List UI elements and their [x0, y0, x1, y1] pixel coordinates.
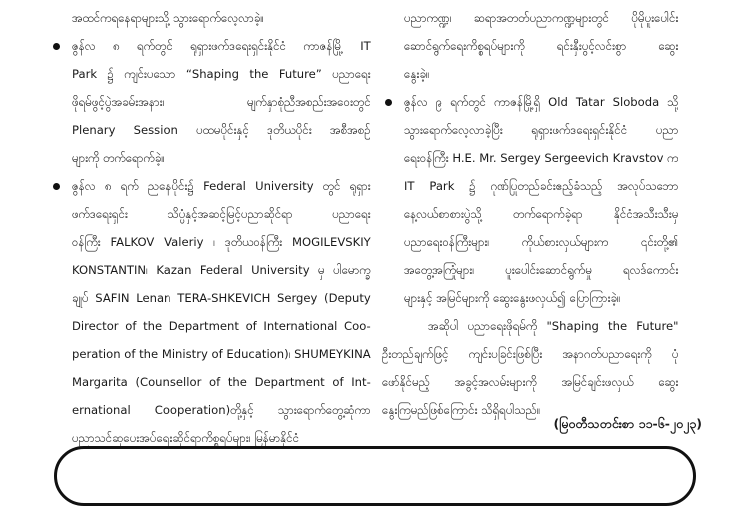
line-text: အထင်ကရနေရာများသို့ သွားရောက်လေ့လာခဲ့။ — [72, 11, 264, 25]
paragraph-line — [382, 4, 678, 32]
paragraph-line — [50, 312, 371, 340]
bullet-paragraph-start — [50, 32, 371, 60]
paragraph-line — [50, 88, 371, 116]
line-text: ဆောင်ရွက်ရေးကိစ္စရပ်များကို ရင်းနှီးပွင့်လင်းစွာ ဆွေး — [404, 39, 679, 53]
paragraph-line — [382, 228, 678, 256]
line-text: ဝန်ကြီး FALKOV Valeriy ၊ ဒုတိယဝန်ကြီး MOGILEVSKIY — [72, 235, 371, 249]
line-text: IT Park ၌ ဂုဏ်ပြုတည်ခင်းဧည့်ခံသည့် အလုပ်သဘော — [404, 179, 679, 193]
bullet-icon — [53, 183, 60, 190]
line-text: နေ့လယ်စာစားပွဲသို့ တက်ရောက်ခဲ့ရာ နိုင်ငံအသီးသီးမှ — [404, 207, 679, 221]
bottom-rounded-frame — [54, 446, 696, 506]
paragraph-line — [50, 256, 371, 284]
paragraph-line — [50, 284, 371, 312]
line-text: ပညာသင်ဆုပေးအပ်ရေးဆိုင်ရာကိစ္စရပ်များ၊ မြန်မာနိုင်ငံ — [72, 431, 300, 445]
paragraph-line — [382, 200, 678, 228]
paragraph-line — [382, 368, 678, 396]
bullet-icon — [53, 43, 60, 50]
paragraph-line — [382, 284, 678, 312]
line-text: peration of the Ministry of Education)၊ SHUMEYKINA — [72, 347, 371, 361]
line-text: ဖော်နိုင်မည့် အခွင့်အလမ်းများကို အမြင်ချင်းဖလှယ် ဆွေး — [382, 375, 679, 389]
paragraph-line — [50, 368, 371, 396]
paragraph-line — [50, 116, 371, 144]
line-text: ဇွန်လ ၉ ရက်တွင် ကာဇန်မြို့ရှိ Old Tatar Sloboda သို့ — [404, 95, 679, 109]
paragraph-line — [382, 60, 678, 88]
paragraph-line — [50, 60, 371, 88]
paragraph-line — [50, 396, 371, 424]
line-text: ချုပ် SAFIN Lenar၊ TERA-SHKEVICH Sergey (Deputy — [72, 291, 371, 305]
line-text: အတွေ့အကြုံများ၊ ပူးပေါင်းဆောင်ရွက်မှု ရလဒ်ကောင်း — [404, 263, 679, 277]
line-text: များကို တက်ရောက်ခဲ့။ — [72, 151, 165, 165]
line-text: Plenary Session ပထမပိုင်းနှင့် ဒုတိယပိုင်း အစီအစဉ် — [72, 123, 371, 137]
line-text: ဇွန်လ ၈ ရက်တွင် ရုရှားဖက်ဒရေးရှင်းနိုင်ငံ ကာဇန်မြို့ IT — [72, 39, 371, 53]
paragraph-line — [50, 4, 371, 32]
paragraph-line — [382, 172, 678, 200]
line-text: ပညာရေးဝန်ကြီးများ၊ ကိုယ်စားလှယ်များက ၎င်းတို့၏ — [404, 235, 679, 249]
line-text: များနှင့် အမြင်များကို ဆွေးနွေးဖလှယ်၍ ပြောကြားခဲ့။ — [404, 291, 621, 305]
paragraph-line — [382, 340, 678, 368]
source-citation: (မြဝတီသတင်းစာ ၁၁-၆-၂၀၂၃) — [553, 416, 702, 431]
bullet-icon — [385, 99, 392, 106]
bullet-paragraph-start — [382, 88, 678, 116]
paragraph-line — [382, 144, 678, 172]
left-column-body — [50, 4, 371, 452]
line-text: အဆိုပါ ပညာရေးဖိုရမ်ကို "Shaping the Future" — [428, 319, 679, 333]
paragraph-line — [382, 32, 678, 60]
line-text: Director of the Department of International Coo- — [72, 319, 371, 333]
paragraph-line — [50, 340, 371, 368]
line-text: Margarita (Counsellor of the Department of Int- — [72, 375, 371, 389]
line-text: နွေးကြမည်ဖြစ်ကြောင်း သိရှိရပါသည်။ — [382, 403, 541, 417]
paragraph-line — [50, 228, 371, 256]
line-text: ernational Cooperation)တို့နှင့် သွားရောက်တွေ့ဆုံကာ — [72, 403, 371, 417]
paragraph-line — [50, 200, 371, 228]
line-text: သွားရောက်လေ့လာခဲ့ပြီး ရုရှားဖက်ဒရေးရှင်းနိုင်ငံ ပညာ — [404, 123, 679, 137]
paragraph-line — [382, 312, 678, 340]
paragraph-line — [50, 144, 371, 172]
line-text: ဖိုရမ်ဖွင့်ပွဲအခမ်းအနား၊ မျက်နှာစုံညီအစည်းအဝေးတွင် — [72, 95, 371, 109]
right-column-body — [382, 4, 678, 424]
line-text: ရေးဝန်ကြီး H.E. Mr. Sergey Sergeevich Kravstov က — [404, 151, 679, 165]
line-text: ဇွန်လ ၈ ရက် ညနေပိုင်း၌ Federal University တွင် ရုရှား — [72, 179, 371, 193]
bullet-paragraph-start — [50, 172, 371, 200]
paragraph-line — [382, 116, 678, 144]
line-text: ပညာကဏ္ဍ၊ ဆရာအတတ်ပညာကဏ္ဍများတွင် ပိုမိုပူးပေါင်း — [404, 11, 679, 25]
line-text: ဖက်ဒရေးရှင်း သိပ္ပံနှင့်အဆင့်မြင့်ပညာဆိုင်ရာ ပညာရေး — [72, 207, 371, 221]
line-text: Park ၌ ကျင်းပသော “Shaping the Future” ပညာရေး — [72, 67, 371, 81]
line-text: နွေးခဲ့။ — [404, 67, 430, 81]
line-text: ဦးတည်ချက်ဖြင့် ကျင်းပခြင်းဖြစ်ပြီး အနာဂတ်ပညာရေးကို ပုံ — [382, 347, 679, 361]
line-text: KONSTANTIN၊ Kazan Federal University မှ ပါမောက္ခ — [72, 263, 371, 277]
paragraph-line — [382, 256, 678, 284]
